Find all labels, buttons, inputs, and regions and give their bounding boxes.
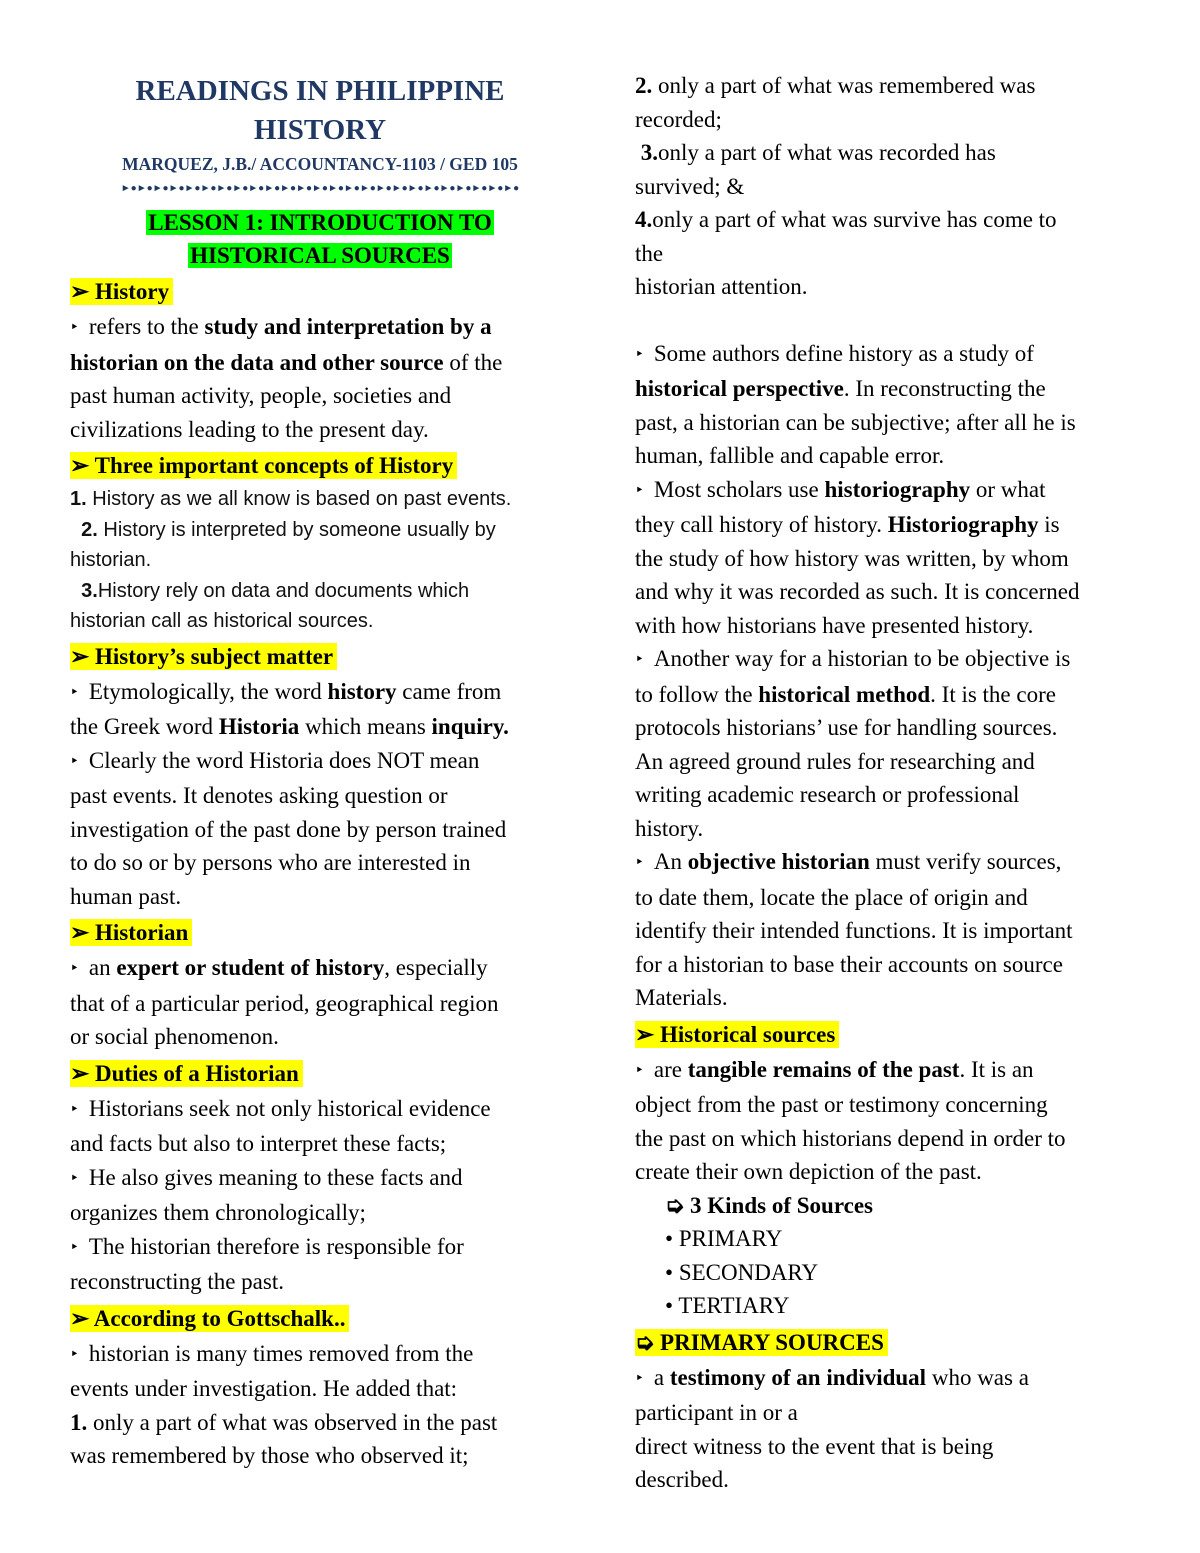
dot-bullet-icon: • (665, 1259, 674, 1285)
paragraph-line: ‣ Most scholars use historiography or what (635, 476, 1046, 502)
paragraph-line: ‣ Historians seek not only historical evidence (70, 1095, 491, 1121)
paragraph-line: survived; & (635, 173, 745, 199)
left-column (70, 0, 570, 1473)
triangle-bullet-icon: ‣ (70, 320, 79, 336)
paragraph-line: ‣ Etymologically, the word history came from (70, 678, 502, 704)
paragraph-line: ‣ historian is many times removed from the (70, 1340, 474, 1366)
paragraph-line: create their own depiction of the past. (635, 1159, 982, 1184)
paragraph-line: the (635, 240, 664, 266)
triangle-bullet-icon: ‣ (70, 961, 79, 977)
paragraph-line: to date them, locate the place of origin and (635, 884, 1028, 910)
concept-item: 3.History rely on data and documents which (81, 579, 470, 602)
section-heading-duties: ➢ Duties of a Historian (70, 1056, 570, 1092)
paragraph-line: 1. only a part of what was observed in the past (70, 1409, 498, 1435)
paragraph-line: civilizations leading to the present day. (70, 416, 429, 442)
section-heading-historian: ➢ Historian (70, 915, 570, 951)
paragraph-line: object from the past or testimony concerning (635, 1092, 1048, 1117)
paragraph-line: the study of how history was written, by whom (635, 545, 1069, 571)
triangle-bullet-icon: ‣ (635, 652, 644, 668)
paragraph-line: Materials. (635, 985, 728, 1010)
paragraph-line: ‣ Some authors define history as a study of (635, 340, 1034, 366)
paragraph-line: ‣ Another way for a historian to be objective is (635, 646, 1071, 671)
section-heading-primary-sources: ➭ PRIMARY SOURCES (635, 1325, 1135, 1361)
hollow-arrow-icon: ➭ (635, 1329, 655, 1355)
paragraph-line: 3.only a part of what was recorded has (640, 140, 996, 165)
paragraph-line: An agreed ground rules for researching and (635, 748, 1035, 774)
section-heading-subject-matter: ➢ History’s subject matter (70, 639, 570, 675)
section-heading-gottschalk: ➢ According to Gottschalk.. (70, 1301, 570, 1337)
paragraph-line: that of a particular period, geographical region (70, 990, 499, 1016)
paragraph-line: to do so or by persons who are interested in (70, 850, 471, 875)
paragraph-line: participant in or a (635, 1400, 798, 1425)
concept-item: 1. History as we all know is based on past events. (70, 488, 512, 510)
paragraph-line: historical perspective. In reconstructing the (635, 376, 1046, 401)
triangle-bullet-icon: ‣ (635, 482, 644, 499)
paragraph-line: historian attention. (635, 274, 808, 299)
paragraph-line: 2. only a part of what was remembered was (635, 73, 1036, 98)
source-kind-item: • PRIMARY (665, 1226, 783, 1251)
triangle-bullet-icon: ‣ (70, 684, 79, 701)
paragraph-line: ‣ An objective historian must verify sources, (635, 849, 1062, 874)
paragraph-line: past, a historian can be subjective; after all he is (635, 409, 1076, 435)
document-title: READINGS IN PHILIPPINE HISTORY (135, 75, 505, 146)
arrow-icon: ➢ (635, 1021, 655, 1047)
concept-item: 2. History is interpreted by someone usually by (81, 518, 496, 541)
arrow-icon: ➢ (70, 453, 90, 478)
paragraph-line: and why it was recorded as such. It is concerned (635, 579, 1080, 604)
paragraph-line: to follow the historical method. It is the core (635, 681, 1056, 707)
triangle-bullet-icon: ‣ (70, 753, 79, 770)
paragraph-line: the Greek word Historia which means inquiry. (70, 714, 509, 739)
paragraph-line: identify their intended functions. It is important (635, 918, 1073, 943)
right-column (635, 0, 1135, 1497)
paragraph-line: human past. (70, 883, 182, 909)
paragraph-line: ‣ an expert or student of history, especially (70, 955, 488, 980)
kinds-of-sources-heading: ➭ 3 Kinds of Sources (665, 1192, 873, 1218)
arrow-icon: ➢ (70, 920, 90, 945)
ornamental-divider: ►●►●►●►●►●►●►●►●►●►●►●►●►●►●►●►●►●►●►●►●►●►●►●►●►● (120, 183, 520, 194)
paragraph-line: with how historians have presented history. (635, 612, 1034, 638)
triangle-bullet-icon: ‣ (70, 1239, 79, 1256)
dot-bullet-icon: • (665, 1226, 674, 1251)
paragraph-line: past human activity, people, societies and (70, 383, 452, 408)
paragraph-line: events under investigation. He added that: (70, 1376, 458, 1401)
concept-item-cont: historian. (70, 549, 152, 571)
source-kind-item: • TERTIARY (665, 1293, 790, 1318)
arrow-icon: ➢ (70, 1305, 90, 1331)
concept-item-cont: historian call as historical sources. (70, 610, 374, 632)
triangle-bullet-icon: ‣ (635, 346, 644, 363)
paragraph-line: described. (635, 1467, 729, 1492)
triangle-bullet-icon: ‣ (70, 1170, 79, 1187)
paragraph-line: recorded; (635, 106, 722, 132)
lesson-title: LESSON 1: INTRODUCTION TO HISTORICAL SOURCES (148, 210, 492, 268)
arrow-icon: ➢ (70, 1060, 90, 1086)
paragraph-line: organizes them chronologically; (70, 1200, 366, 1225)
paragraph-line: ‣ a testimony of an individual who was a (635, 1364, 1029, 1390)
paragraph-line: writing academic research or professional (635, 782, 1020, 807)
paragraph-line: the past on which historians depend in order to (635, 1125, 1066, 1151)
triangle-bullet-icon: ‣ (70, 1346, 79, 1363)
paragraph-line: for a historian to base their accounts on source (635, 951, 1063, 977)
paragraph-line: direct witness to the event that is being (635, 1433, 994, 1459)
paragraph-line: investigation of the past done by person trained (70, 816, 507, 842)
arrow-icon: ➢ (70, 279, 90, 304)
paragraph-line: and facts but also to interpret these facts; (70, 1131, 447, 1156)
paragraph-line: they call history of history. Historiography is (635, 512, 1060, 537)
triangle-bullet-icon: ‣ (635, 855, 644, 871)
dot-bullet-icon: • (665, 1293, 674, 1318)
paragraph-line: past events. It denotes asking question or (70, 783, 448, 808)
section-heading-history: ➢ History (70, 274, 570, 310)
source-kind-item: • SECONDARY (665, 1259, 819, 1285)
paragraph-line: or social phenomenon. (70, 1024, 279, 1049)
paragraph-line: ‣ The historian therefore is responsible for (70, 1233, 464, 1259)
paragraph-line: history. (635, 815, 704, 841)
paragraph-line: historian on the data and other source of the (70, 349, 503, 375)
triangle-bullet-icon: ‣ (635, 1062, 644, 1079)
paragraph-line: ‣ are tangible remains of the past. It is an (635, 1056, 1034, 1082)
section-heading-historical-sources: ➢ Historical sources (635, 1017, 1135, 1053)
arrow-icon: ➢ (70, 643, 90, 669)
author-course-line: MARQUEZ, J.B./ ACCOUNTANCY-1103 / GED 105 (122, 154, 518, 174)
paragraph-line: was remembered by those who observed it; (70, 1443, 469, 1468)
section-heading-concepts: ➢ Three important concepts of History (70, 448, 570, 484)
paragraph-line: reconstructing the past. (70, 1269, 284, 1294)
hollow-arrow-icon: ➭ (665, 1192, 685, 1218)
paragraph-line: ‣ Clearly the word Historia does NOT mean (70, 747, 480, 773)
triangle-bullet-icon: ‣ (635, 1370, 644, 1387)
paragraph-line: ‣ refers to the study and interpretation by a (70, 314, 492, 339)
paragraph-line: protocols historians’ use for handling sources. (635, 715, 1058, 740)
paragraph-line: human, fallible and capable error. (635, 443, 945, 468)
paragraph-line: ‣ He also gives meaning to these facts and (70, 1164, 463, 1190)
triangle-bullet-icon: ‣ (70, 1101, 79, 1118)
paragraph-line: 4.only a part of what was survive has come to (635, 207, 1057, 232)
